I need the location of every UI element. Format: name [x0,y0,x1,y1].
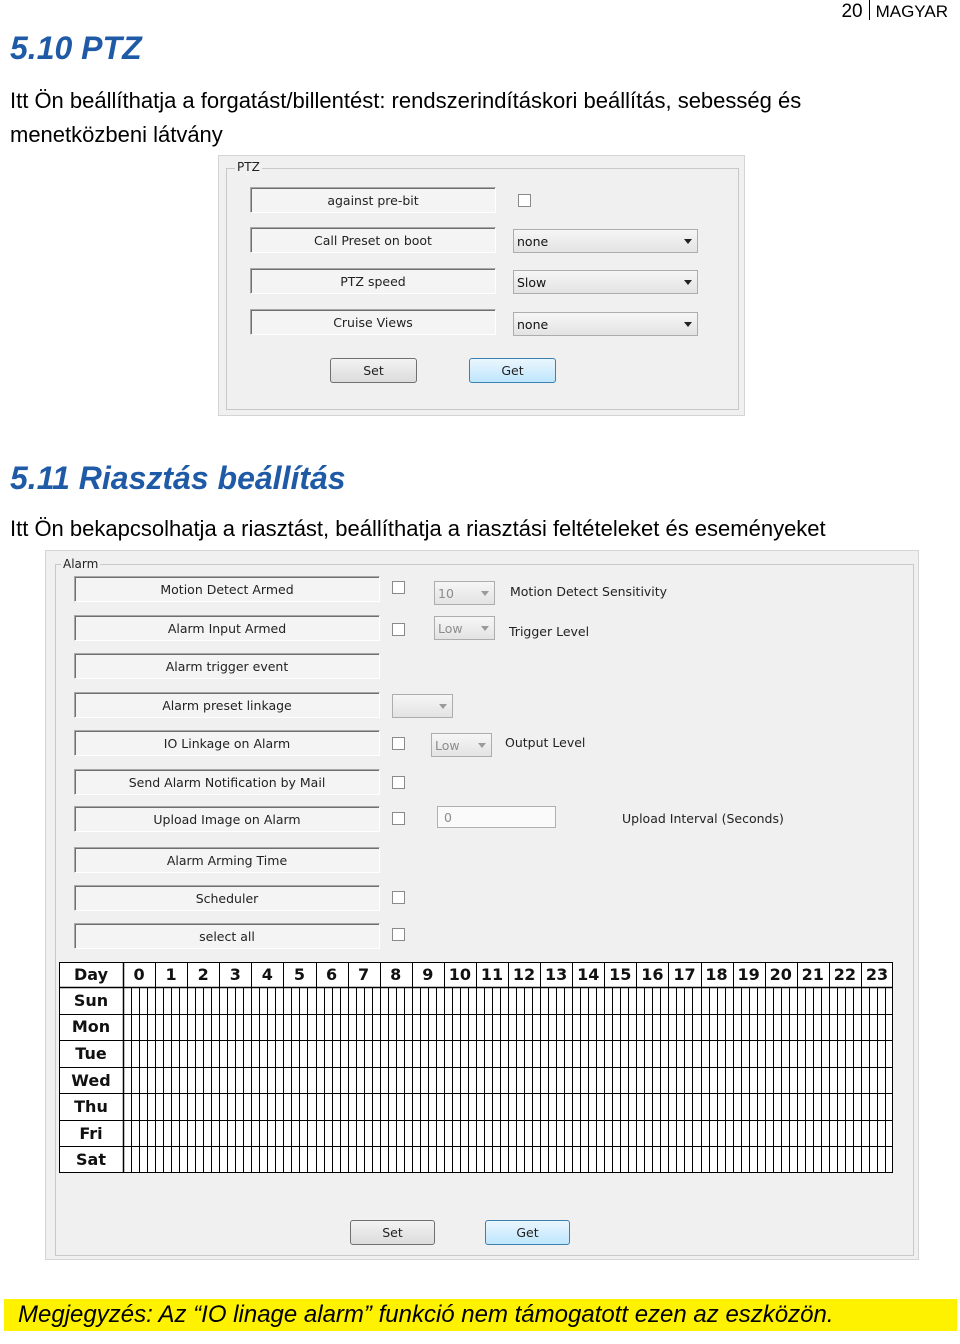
upload-interval-input[interactable]: 0 [437,806,556,828]
ptz-speed-label: PTZ speed [250,268,496,294]
output-level-value: Low [435,737,460,753]
ptz-speed-select[interactable] [513,270,698,294]
call-preset-label: Call Preset on boot [250,227,496,253]
cruise-views-value: none [517,316,549,332]
trigger-level-value: Low [438,620,463,636]
sensitivity-label: Motion Detect Sensitivity [510,584,668,599]
call-preset-value: none [517,233,549,249]
hour-label: 15 [609,965,632,984]
motion-detect-armed-checkbox[interactable] [392,581,405,594]
cruise-views-select[interactable] [513,312,698,336]
hour-label: 1 [165,965,177,984]
dropdown-arrow-icon [684,322,692,327]
alarm-preset-select[interactable] [392,694,453,718]
call-preset-select[interactable] [513,229,698,253]
hour-label: 8 [390,965,402,984]
hour-label: 9 [422,965,434,984]
schedule-grid-lines [59,962,893,1173]
dropdown-arrow-icon [481,626,489,631]
hour-label: 12 [512,965,536,984]
ptz-set-button[interactable]: Set [330,358,417,383]
output-level-label: Output Level [505,735,586,750]
io-linkage-checkbox[interactable] [392,737,405,750]
trigger-level-select[interactable] [434,616,495,640]
day-label-sat: Sat [76,1150,106,1170]
day-label-sun: Sun [73,990,109,1010]
hour-label: 17 [673,965,696,984]
hour-label: 2 [197,965,209,984]
cruise-views-label: Cruise Views [250,309,496,335]
upload-image-label: Upload Image on Alarm [74,806,380,832]
ptz-section-title: 5.10 PTZ [10,30,142,66]
day-label-wed: Wed [71,1070,111,1090]
hour-label: 14 [577,965,600,984]
upload-interval-label: Upload Interval (Seconds) [622,811,784,826]
select-all-label: select all [74,923,380,949]
alarm-section-title: 5.11 Riasztás beállítás [10,460,346,496]
against-pre-bit-label: against pre-bit [250,187,496,213]
hour-label: 11 [480,965,504,984]
page-number-value: 20 [841,1,863,22]
day-label-fri: Fri [79,1123,103,1143]
select-all-checkbox[interactable] [392,928,405,941]
hour-label: 5 [293,965,306,984]
header-divider [869,0,870,20]
dropdown-arrow-icon [478,743,486,748]
alarm-preset-linkage-label: Alarm preset linkage [74,692,380,718]
hour-label: 7 [358,965,370,984]
hour-label: 16 [641,965,664,984]
ptz-description-line2: menetközbeni látvány [10,122,223,147]
send-mail-label: Send Alarm Notification by Mail [74,769,380,795]
ptz-description-line1: Itt Ön beállíthatja a forgatást/billentést: rendszerindításkori beállítás, sebesség és [10,88,802,113]
language-label: MAGYAR [875,2,948,21]
grid-corner-label: Day [73,965,108,984]
schedule-grid[interactable] [59,962,893,1173]
hour-label: 23 [865,965,889,984]
ptz-get-button[interactable]: Get [469,358,556,383]
upload-image-checkbox[interactable] [392,812,405,825]
note-bar: Megjegyzés: Az “IO linage alarm” funkció nem támogatott ezen az eszközön. [4,1299,957,1331]
trigger-level-label: Trigger Level [509,624,590,639]
alarm-input-armed-checkbox[interactable] [392,623,405,636]
alarm-get-button[interactable]: Get [485,1220,570,1245]
send-mail-checkbox[interactable] [392,776,405,789]
dropdown-arrow-icon [439,704,447,709]
motion-detect-armed-label: Motion Detect Armed [74,576,380,602]
hour-label: 4 [261,965,273,984]
day-label-tue: Tue [75,1043,107,1063]
scheduler-label: Scheduler [74,885,380,911]
alarm-description: Itt Ön bekapcsolhatja a riasztást, beállíthatja a riasztási feltételeket és eseményeket [10,516,826,541]
hour-label: 22 [833,965,856,984]
dropdown-arrow-icon [684,239,692,244]
hour-label: 21 [801,965,824,984]
dropdown-arrow-icon [684,280,692,285]
hour-label: 6 [325,965,338,984]
page-number [841,0,948,23]
output-level-select[interactable] [431,733,492,757]
hour-label: 3 [229,965,241,984]
alarm-trigger-event-label: Alarm trigger event [74,653,380,679]
io-linkage-label: IO Linkage on Alarm [74,730,380,756]
hour-label: 18 [705,965,728,984]
scheduler-checkbox[interactable] [392,891,405,904]
hour-label: 0 [133,965,145,984]
alarm-arming-time-label: Alarm Arming Time [74,847,380,873]
against-pre-bit-checkbox[interactable] [518,194,531,207]
day-label-thu: Thu [74,1097,108,1117]
dropdown-arrow-icon [481,591,489,596]
alarm-input-armed-label: Alarm Input Armed [74,615,380,641]
alarm-set-button[interactable]: Set [350,1220,435,1245]
sensitivity-value: 10 [438,585,454,601]
sensitivity-select[interactable] [434,581,495,605]
hour-label: 13 [544,965,568,984]
ptz-speed-value: Slow [517,274,547,290]
alarm-legend: Alarm [63,557,99,571]
hour-label: 20 [769,965,792,984]
hour-label: 19 [737,965,760,984]
ptz-panel [218,155,745,416]
day-label-mon: Mon [71,1017,111,1037]
hour-label: 10 [448,965,471,984]
ptz-legend: PTZ [237,160,260,174]
